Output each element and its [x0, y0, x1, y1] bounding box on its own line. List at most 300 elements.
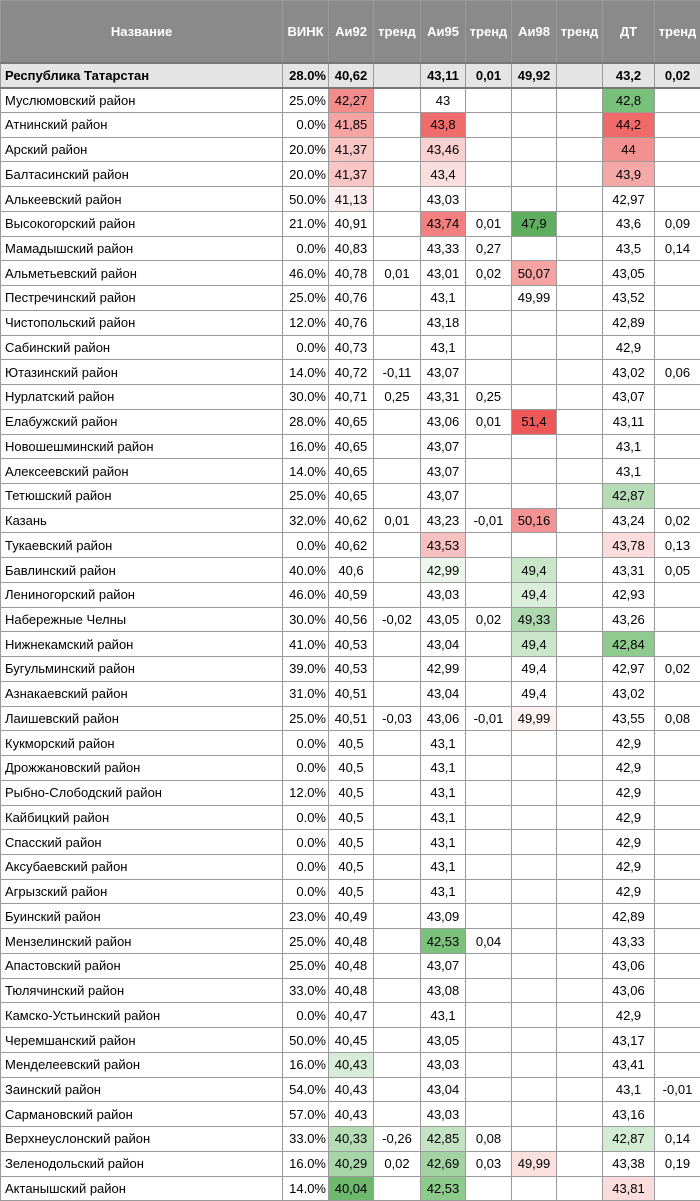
price-ai92: 40,83 — [329, 236, 374, 261]
trend-dt: 0,02 — [655, 508, 700, 533]
district-name: Елабужский район — [1, 409, 283, 434]
price-ai95: 43,1 — [421, 731, 466, 756]
trend-dt — [655, 929, 700, 954]
table-row — [1, 310, 700, 335]
price-dt: 43,55 — [603, 706, 655, 731]
price-dt: 42,9 — [603, 780, 655, 805]
vink-share: 41.0% — [283, 632, 329, 657]
trend-ai98 — [557, 162, 603, 187]
price-dt: 42,8 — [603, 88, 655, 113]
trend-ai98 — [557, 632, 603, 657]
price-dt: 43,26 — [603, 607, 655, 632]
price-ai92: 40,59 — [329, 582, 374, 607]
price-ai92: 40,47 — [329, 1003, 374, 1028]
district-name: Азнакаевский район — [1, 681, 283, 706]
table-row — [1, 88, 700, 113]
summary-row — [1, 63, 700, 88]
trend-ai98 — [557, 335, 603, 360]
trend-ai98 — [557, 137, 603, 162]
district-name: Апастовский район — [1, 953, 283, 978]
trend-ai95: 0,01 — [466, 211, 512, 236]
price-ai98: 49,4 — [512, 632, 557, 657]
trend-ai92 — [374, 63, 421, 88]
trend-ai95: -0,01 — [466, 706, 512, 731]
header-ai92: Аи92 — [329, 1, 374, 64]
trend-ai92 — [374, 112, 421, 137]
table-row — [1, 533, 700, 558]
price-ai98 — [512, 385, 557, 410]
trend-ai95 — [466, 88, 512, 113]
price-ai95: 43,06 — [421, 409, 466, 434]
price-ai95: 43,1 — [421, 780, 466, 805]
trend-ai98 — [557, 706, 603, 731]
table-row — [1, 1003, 700, 1028]
price-dt: 43,06 — [603, 978, 655, 1003]
trend-dt — [655, 607, 700, 632]
price-ai98: 50,07 — [512, 261, 557, 286]
price-dt: 43,02 — [603, 360, 655, 385]
trend-ai92 — [374, 459, 421, 484]
district-name: Тукаевский район — [1, 533, 283, 558]
header-trend-ai95: тренд — [466, 1, 512, 64]
table-row — [1, 607, 700, 632]
trend-ai95 — [466, 904, 512, 929]
trend-ai98 — [557, 187, 603, 212]
price-ai98 — [512, 137, 557, 162]
table-row — [1, 286, 700, 311]
trend-ai98 — [557, 236, 603, 261]
price-ai98 — [512, 1003, 557, 1028]
trend-dt: 0,19 — [655, 1151, 700, 1176]
vink-share: 57.0% — [283, 1102, 329, 1127]
trend-ai98 — [557, 88, 603, 113]
price-ai98 — [512, 904, 557, 929]
table-row — [1, 211, 700, 236]
price-dt: 42,9 — [603, 756, 655, 781]
price-dt: 44 — [603, 137, 655, 162]
price-dt: 43,24 — [603, 508, 655, 533]
vink-share: 25.0% — [283, 88, 329, 113]
vink-share: 16.0% — [283, 434, 329, 459]
trend-ai95: 0,08 — [466, 1127, 512, 1152]
price-dt: 42,9 — [603, 879, 655, 904]
price-dt: 43,1 — [603, 459, 655, 484]
trend-ai95: 0,04 — [466, 929, 512, 954]
price-ai98 — [512, 780, 557, 805]
price-ai95: 43,03 — [421, 187, 466, 212]
trend-dt — [655, 434, 700, 459]
trend-ai95: -0,01 — [466, 508, 512, 533]
district-name: Балтасинский район — [1, 162, 283, 187]
price-ai98: 49,99 — [512, 286, 557, 311]
price-dt: 43,02 — [603, 681, 655, 706]
trend-dt — [655, 1003, 700, 1028]
price-ai92: 41,13 — [329, 187, 374, 212]
district-name: Менделеевский район — [1, 1052, 283, 1077]
trend-dt — [655, 409, 700, 434]
table-row — [1, 756, 700, 781]
price-ai92: 40,43 — [329, 1102, 374, 1127]
price-ai98 — [512, 1102, 557, 1127]
trend-ai95 — [466, 286, 512, 311]
price-ai98 — [512, 88, 557, 113]
trend-ai98 — [557, 1077, 603, 1102]
trend-dt — [655, 731, 700, 756]
price-ai92: 40,65 — [329, 434, 374, 459]
trend-ai92 — [374, 310, 421, 335]
price-ai95: 43,1 — [421, 335, 466, 360]
price-ai92: 40,48 — [329, 953, 374, 978]
price-ai98 — [512, 1077, 557, 1102]
price-dt: 43,6 — [603, 211, 655, 236]
vink-share: 20.0% — [283, 162, 329, 187]
price-ai92: 40,62 — [329, 533, 374, 558]
district-name: Казань — [1, 508, 283, 533]
trend-ai98 — [557, 805, 603, 830]
price-ai92: 40,78 — [329, 261, 374, 286]
price-ai92: 40,71 — [329, 385, 374, 410]
price-dt: 42,97 — [603, 187, 655, 212]
price-ai95: 43,09 — [421, 904, 466, 929]
trend-ai95 — [466, 310, 512, 335]
price-dt: 43,81 — [603, 1176, 655, 1201]
price-ai95: 43,4 — [421, 162, 466, 187]
table-row — [1, 1052, 700, 1077]
price-dt: 43,11 — [603, 409, 655, 434]
trend-dt — [655, 88, 700, 113]
district-name: Мензелинский район — [1, 929, 283, 954]
trend-ai95 — [466, 1003, 512, 1028]
price-dt: 43,5 — [603, 236, 655, 261]
trend-dt: 0,09 — [655, 211, 700, 236]
table-row — [1, 434, 700, 459]
price-ai98 — [512, 929, 557, 954]
price-ai95: 43,03 — [421, 1052, 466, 1077]
district-name: Атнинский район — [1, 112, 283, 137]
price-ai98 — [512, 459, 557, 484]
table-row — [1, 187, 700, 212]
price-dt: 43,41 — [603, 1052, 655, 1077]
price-ai98: 49,33 — [512, 607, 557, 632]
vink-share: 0.0% — [283, 533, 329, 558]
trend-ai98 — [557, 63, 603, 88]
trend-ai92 — [374, 1003, 421, 1028]
price-ai92: 41,85 — [329, 112, 374, 137]
trend-ai95 — [466, 1077, 512, 1102]
table-row — [1, 681, 700, 706]
district-name: Тетюшский район — [1, 483, 283, 508]
price-ai92: 40,5 — [329, 879, 374, 904]
trend-ai98 — [557, 1052, 603, 1077]
district-name: Дрожжановский район — [1, 756, 283, 781]
trend-ai92 — [374, 335, 421, 360]
vink-share: 25.0% — [283, 929, 329, 954]
trend-ai95 — [466, 483, 512, 508]
trend-ai92 — [374, 1176, 421, 1201]
price-ai95: 43,1 — [421, 830, 466, 855]
header-vink: ВИНК — [283, 1, 329, 64]
price-ai95: 43,1 — [421, 879, 466, 904]
district-name: Кукморский район — [1, 731, 283, 756]
district-name: Арский район — [1, 137, 283, 162]
price-dt: 43,07 — [603, 385, 655, 410]
trend-ai92: 0,02 — [374, 1151, 421, 1176]
district-name: Кайбицкий район — [1, 805, 283, 830]
header-trend-ai92: тренд — [374, 1, 421, 64]
price-ai98: 49,92 — [512, 63, 557, 88]
price-ai92: 40,43 — [329, 1077, 374, 1102]
trend-dt — [655, 112, 700, 137]
trend-ai98 — [557, 533, 603, 558]
trend-ai95 — [466, 879, 512, 904]
trend-ai92 — [374, 978, 421, 1003]
header-row — [1, 1, 700, 64]
price-ai92: 40,33 — [329, 1127, 374, 1152]
trend-dt — [655, 1052, 700, 1077]
price-ai98 — [512, 112, 557, 137]
price-dt: 42,9 — [603, 731, 655, 756]
trend-dt: 0,05 — [655, 558, 700, 583]
trend-dt — [655, 310, 700, 335]
price-dt: 43,78 — [603, 533, 655, 558]
price-ai95: 43,74 — [421, 211, 466, 236]
price-ai92: 42,27 — [329, 88, 374, 113]
trend-ai92 — [374, 805, 421, 830]
trend-dt: 0,14 — [655, 236, 700, 261]
district-name: Муслюмовский район — [1, 88, 283, 113]
price-dt: 42,89 — [603, 904, 655, 929]
trend-ai92 — [374, 632, 421, 657]
price-dt: 43,16 — [603, 1102, 655, 1127]
price-ai92: 41,37 — [329, 137, 374, 162]
trend-ai92 — [374, 830, 421, 855]
vink-share: 28.0% — [283, 63, 329, 88]
trend-dt — [655, 855, 700, 880]
price-ai98: 47,9 — [512, 211, 557, 236]
price-ai98 — [512, 731, 557, 756]
table-row — [1, 731, 700, 756]
district-name: Нижнекамский район — [1, 632, 283, 657]
price-ai98 — [512, 830, 557, 855]
price-ai92: 40,65 — [329, 459, 374, 484]
price-ai92: 40,51 — [329, 706, 374, 731]
header-dt: ДТ — [603, 1, 655, 64]
price-ai92: 40,51 — [329, 681, 374, 706]
vink-share: 25.0% — [283, 483, 329, 508]
price-dt: 43,1 — [603, 1077, 655, 1102]
trend-ai95 — [466, 459, 512, 484]
trend-ai98 — [557, 607, 603, 632]
vink-share: 14.0% — [283, 459, 329, 484]
trend-ai95 — [466, 731, 512, 756]
price-dt: 43,33 — [603, 929, 655, 954]
district-name: Тюлячинский район — [1, 978, 283, 1003]
price-ai92: 40,5 — [329, 731, 374, 756]
price-ai95: 43 — [421, 88, 466, 113]
price-ai98: 49,4 — [512, 657, 557, 682]
price-dt: 42,9 — [603, 1003, 655, 1028]
price-dt: 42,84 — [603, 632, 655, 657]
trend-dt — [655, 756, 700, 781]
trend-ai95 — [466, 830, 512, 855]
trend-ai98 — [557, 953, 603, 978]
trend-ai95 — [466, 1028, 512, 1053]
price-ai95: 43,03 — [421, 1102, 466, 1127]
district-name: Набережные Челны — [1, 607, 283, 632]
trend-ai95 — [466, 681, 512, 706]
trend-ai95 — [466, 162, 512, 187]
trend-dt — [655, 780, 700, 805]
price-ai98: 50,16 — [512, 508, 557, 533]
trend-dt — [655, 632, 700, 657]
price-ai92: 40,65 — [329, 483, 374, 508]
price-ai95: 43,1 — [421, 756, 466, 781]
price-ai95: 43,46 — [421, 137, 466, 162]
district-name: Мамадышский район — [1, 236, 283, 261]
price-dt: 42,9 — [603, 830, 655, 855]
price-ai95: 43,1 — [421, 286, 466, 311]
trend-dt — [655, 879, 700, 904]
price-ai98 — [512, 879, 557, 904]
district-name: Алькеевский район — [1, 187, 283, 212]
price-ai95: 43,03 — [421, 582, 466, 607]
trend-dt: 0,14 — [655, 1127, 700, 1152]
trend-ai95 — [466, 855, 512, 880]
trend-ai98 — [557, 261, 603, 286]
trend-ai95 — [466, 978, 512, 1003]
price-ai92: 40,65 — [329, 409, 374, 434]
vink-share: 25.0% — [283, 953, 329, 978]
trend-ai92: -0,11 — [374, 360, 421, 385]
trend-ai95 — [466, 805, 512, 830]
price-ai95: 43,1 — [421, 805, 466, 830]
trend-ai98 — [557, 1127, 603, 1152]
price-ai98 — [512, 187, 557, 212]
trend-dt — [655, 1176, 700, 1201]
district-name: Сармановский район — [1, 1102, 283, 1127]
price-ai95: 43,04 — [421, 681, 466, 706]
price-ai95: 43,06 — [421, 706, 466, 731]
vink-share: 30.0% — [283, 607, 329, 632]
trend-dt — [655, 137, 700, 162]
price-ai95: 43,1 — [421, 1003, 466, 1028]
header-trend-ai98: тренд — [557, 1, 603, 64]
price-ai95: 43,11 — [421, 63, 466, 88]
price-ai98 — [512, 1176, 557, 1201]
price-dt: 42,87 — [603, 1127, 655, 1152]
district-name: Аксубаевский район — [1, 855, 283, 880]
trend-ai95 — [466, 187, 512, 212]
header-ai98: Аи98 — [512, 1, 557, 64]
trend-ai95 — [466, 953, 512, 978]
table-row — [1, 508, 700, 533]
price-ai92: 40,5 — [329, 830, 374, 855]
trend-ai95 — [466, 112, 512, 137]
price-ai95: 43,23 — [421, 508, 466, 533]
trend-ai92 — [374, 88, 421, 113]
trend-ai95 — [466, 1102, 512, 1127]
trend-ai92 — [374, 780, 421, 805]
table-row — [1, 929, 700, 954]
trend-ai92 — [374, 1028, 421, 1053]
price-dt: 44,2 — [603, 112, 655, 137]
price-ai95: 43,04 — [421, 1077, 466, 1102]
price-ai95: 43,07 — [421, 434, 466, 459]
price-ai98 — [512, 533, 557, 558]
trend-dt: 0,02 — [655, 63, 700, 88]
table-row — [1, 236, 700, 261]
price-ai92: 40,73 — [329, 335, 374, 360]
vink-share: 0.0% — [283, 236, 329, 261]
district-name: Альметьевский район — [1, 261, 283, 286]
price-ai95: 42,99 — [421, 657, 466, 682]
trend-ai98 — [557, 929, 603, 954]
trend-dt — [655, 459, 700, 484]
price-ai92: 40,49 — [329, 904, 374, 929]
trend-ai92 — [374, 1052, 421, 1077]
table-row — [1, 459, 700, 484]
table-row — [1, 1151, 700, 1176]
trend-ai95: 0,01 — [466, 409, 512, 434]
district-name: Заинский район — [1, 1077, 283, 1102]
trend-ai98 — [557, 582, 603, 607]
trend-ai92 — [374, 211, 421, 236]
vink-share: 0.0% — [283, 879, 329, 904]
price-ai92: 40,62 — [329, 63, 374, 88]
vink-share: 0.0% — [283, 805, 329, 830]
vink-share: 25.0% — [283, 286, 329, 311]
trend-ai92 — [374, 409, 421, 434]
district-name: Новошешминский район — [1, 434, 283, 459]
price-ai92: 40,6 — [329, 558, 374, 583]
vink-share: 30.0% — [283, 385, 329, 410]
price-ai95: 43,07 — [421, 483, 466, 508]
trend-dt: 0,02 — [655, 657, 700, 682]
trend-ai92 — [374, 483, 421, 508]
table-row — [1, 904, 700, 929]
price-ai95: 43,08 — [421, 978, 466, 1003]
trend-ai95: 0,03 — [466, 1151, 512, 1176]
trend-ai92 — [374, 533, 421, 558]
trend-ai92 — [374, 1077, 421, 1102]
table-row — [1, 879, 700, 904]
price-dt: 43,38 — [603, 1151, 655, 1176]
price-ai92: 40,5 — [329, 756, 374, 781]
table-row — [1, 1176, 700, 1201]
price-dt: 43,52 — [603, 286, 655, 311]
table-row — [1, 1127, 700, 1152]
trend-dt — [655, 483, 700, 508]
trend-ai95 — [466, 1176, 512, 1201]
price-ai95: 43,07 — [421, 459, 466, 484]
price-ai92: 40,56 — [329, 607, 374, 632]
price-dt: 43,2 — [603, 63, 655, 88]
price-ai95: 43,31 — [421, 385, 466, 410]
trend-ai98 — [557, 780, 603, 805]
price-ai92: 40,53 — [329, 632, 374, 657]
price-ai95: 42,69 — [421, 1151, 466, 1176]
trend-ai92 — [374, 731, 421, 756]
price-ai95: 43,07 — [421, 360, 466, 385]
trend-ai98 — [557, 756, 603, 781]
trend-ai95 — [466, 780, 512, 805]
header-ai95: Аи95 — [421, 1, 466, 64]
vink-share: 46.0% — [283, 261, 329, 286]
price-ai92: 40,76 — [329, 310, 374, 335]
district-name: Рыбно-Слободский район — [1, 780, 283, 805]
price-ai95: 43,05 — [421, 1028, 466, 1053]
vink-share: 39.0% — [283, 657, 329, 682]
